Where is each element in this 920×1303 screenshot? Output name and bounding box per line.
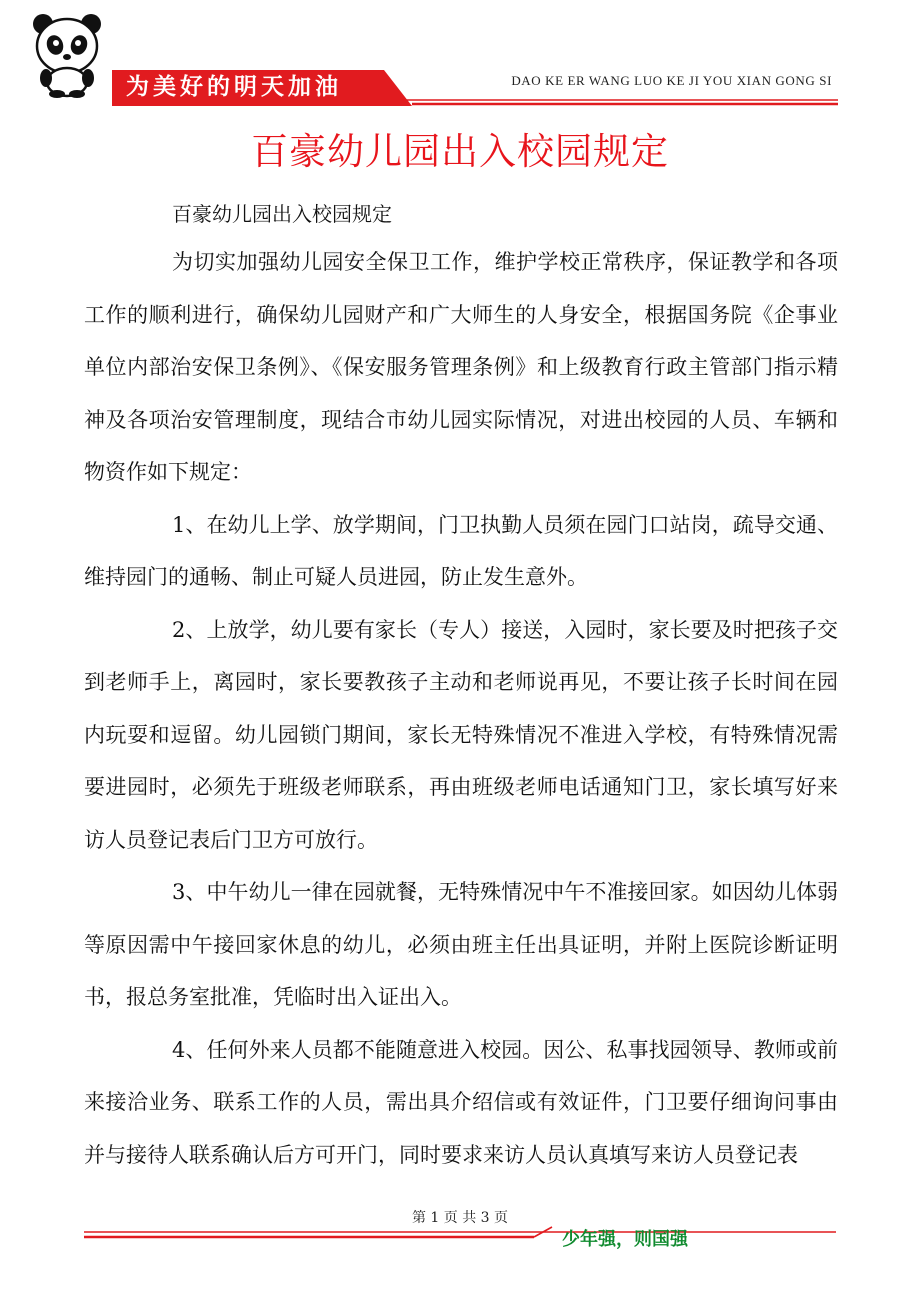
paragraph-intro: 为切实加强幼儿园安全保卫工作，维护学校正常秩序，保证教学和各项工作的顺利进行，确保幼儿园财产和广大师生的人身安全，根据国务院《企事业单位内部治安保卫条例》、《保安服务管理条例》和上级教育行政主管部门指示精神及各项治安管理制度，现结合市幼儿园实际情况，对进出校园的人员、车辆和物资作如下规定：	[84, 250, 838, 484]
paragraph-rule-2: 2、上放学，幼儿要有家长（专人）接送，入园时，家长要及时把孩子交到老师手上，离园时，家长要教孩子主动和老师说再见，不要让孩子长时间在园内玩耍和逗留。幼儿园锁门期间，家长无特殊情况不准进入学校，有特殊情况需要进园时，必须先于班级老师联系，再由班级老师电话通知门卫，家长填写好来访人员登记表后门卫方可放行。	[84, 617, 838, 852]
footer-slogan: 少年强，则国强	[562, 1229, 688, 1250]
footer-rule	[84, 1222, 836, 1244]
header-slogan: 为美好的明天加油	[126, 74, 342, 100]
panda-icon	[30, 12, 104, 98]
company-name-en: DAO KE ER WANG LUO KE JI YOU XIAN GONG SI	[511, 73, 832, 88]
paragraph-rule-4: 4、任何外来人员都不能随意进入校园。因公、私事找园领导、教师或前来接洽业务、联系工作的人员，需出具介绍信或有效证件，门卫要仔细询问事由并与接待人联系确认后方可开门，同时要求来访人员认真填写来访人员登记表	[84, 1037, 838, 1167]
document-body	[84, 192, 838, 1181]
document-subtitle: 百豪幼儿园出入校园规定	[172, 202, 392, 226]
paragraph-rule-1: 1、在幼儿上学、放学期间，门卫执勤人员须在园门口站岗，疏导交通、维持园门的通畅、制止可疑人员进园，防止发生意外。	[84, 512, 838, 589]
paragraph-rule-3: 3、中午幼儿一律在园就餐，无特殊情况中午不准接回家。如因幼儿体弱等原因需中午接回家休息的幼儿，必须由班主任出具证明，并附上医院诊断证明书，报总务室批准，凭临时出入证出入。	[84, 880, 838, 1009]
header-rule	[112, 92, 838, 108]
page-number: 第 1 页 共 3 页	[411, 1210, 509, 1226]
document-title: 百豪幼儿园出入校园规定	[251, 130, 669, 173]
